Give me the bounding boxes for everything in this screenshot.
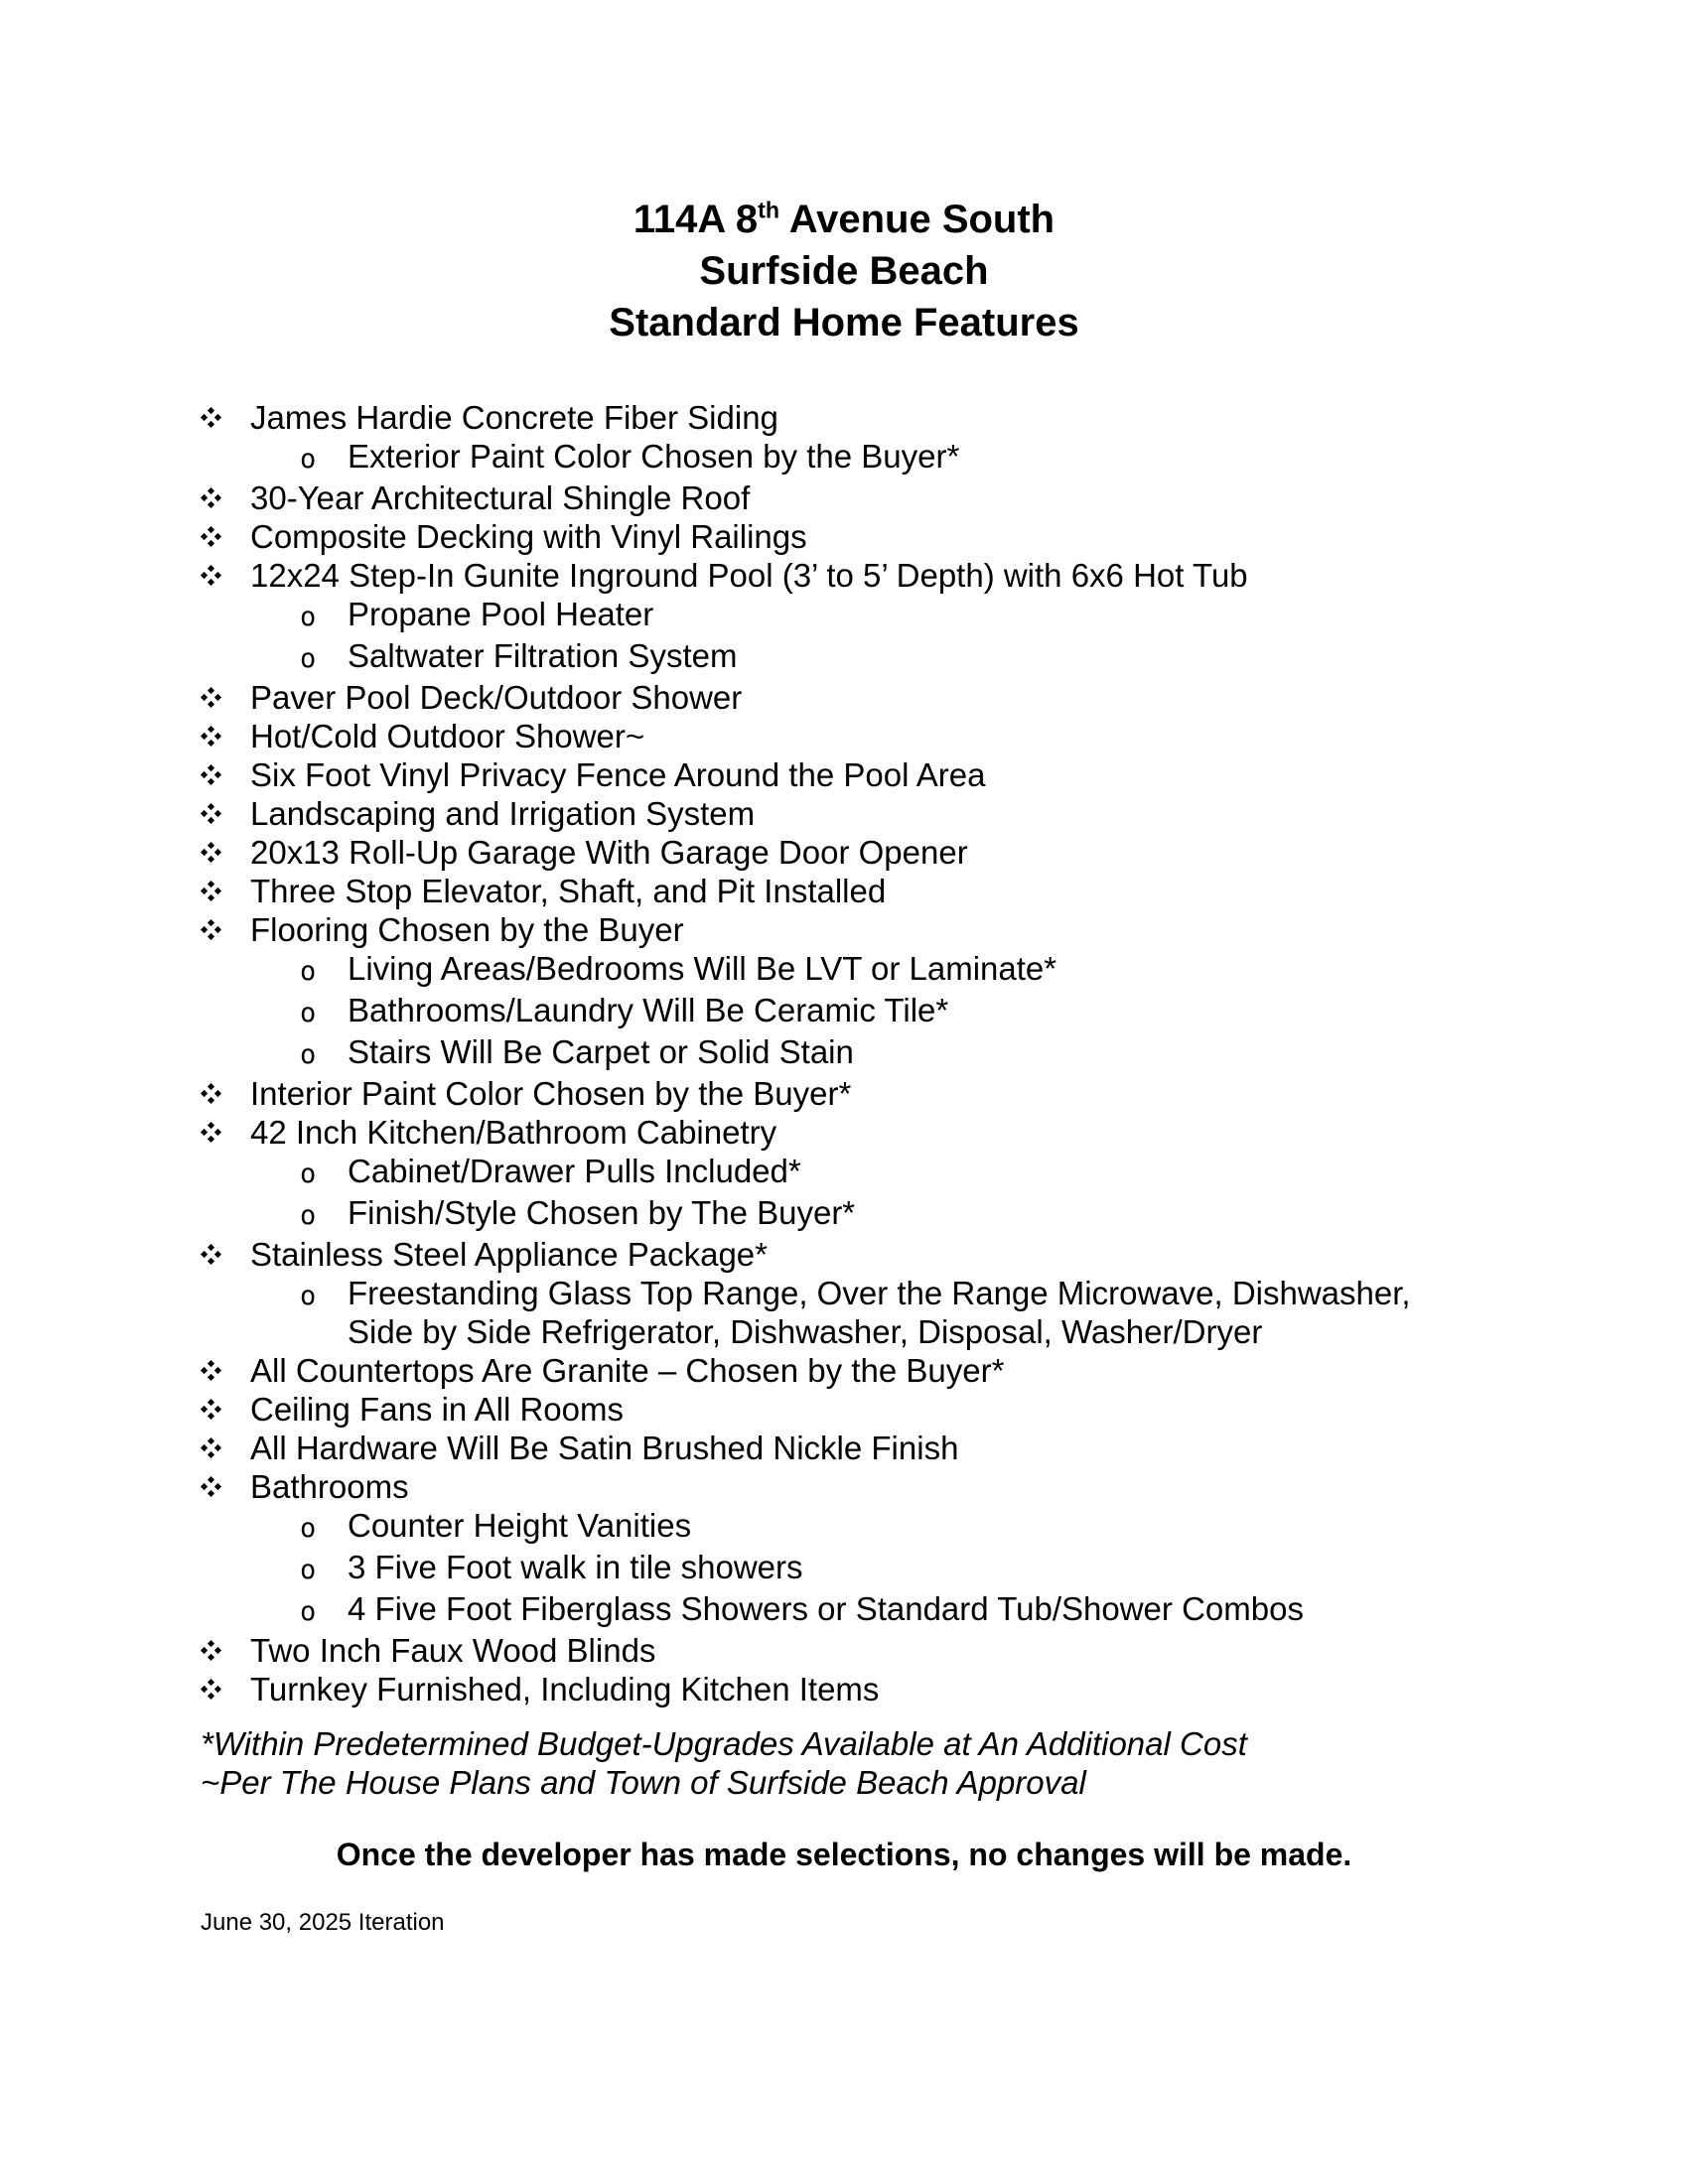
feature-label: Landscaping and Irrigation System — [250, 795, 756, 832]
footnote-budget: *Within Predetermined Budget-Upgrades Available at An Additional Cost — [201, 1725, 1247, 1762]
feature-item — [201, 1351, 1491, 1390]
feature-sublabel: Propane Pool Heater — [348, 596, 654, 632]
feature-item — [201, 1467, 1491, 1506]
feature-subitem — [300, 1032, 1491, 1074]
feature-label: Paver Pool Deck/Outdoor Shower — [250, 679, 743, 716]
feature-sublabel: Living Areas/Bedrooms Will Be LVT or Laminate* — [348, 950, 1057, 987]
feature-item — [201, 833, 1491, 872]
feature-label: Two Inch Faux Wood Blinds — [250, 1632, 656, 1669]
feature-label: Flooring Chosen by the Buyer — [250, 911, 684, 948]
diamond-bullet-icon — [201, 1467, 250, 1497]
feature-subitem — [300, 1193, 1491, 1235]
feature-sublabel: Finish/Style Chosen by The Buyer* — [348, 1194, 856, 1231]
feature-item — [201, 872, 1491, 910]
feature-item — [201, 678, 1491, 717]
feature-subitem — [300, 437, 1491, 478]
diamond-bullet-icon — [201, 755, 250, 785]
circle-bullet-icon: o — [300, 1513, 317, 1544]
feature-sublabel: 3 Five Foot walk in tile showers — [348, 1549, 803, 1585]
feature-sublabel: Exterior Paint Color Chosen by the Buyer* — [348, 438, 960, 475]
circle-bullet-icon: o — [300, 643, 317, 674]
circle-bullet-icon: o — [300, 956, 317, 987]
iteration-date: June 30, 2025 Iteration — [201, 1909, 445, 1936]
feature-label: 12x24 Step-In Gunite Inground Pool (3’ to 5’ Depth) with 6x6 Hot Tub — [250, 557, 1248, 594]
feature-sublabel: Freestanding Glass Top Range, Over the Range Microwave, Dishwasher, Side by Side Refrigerator, Dishwasher, Disposal, Washer/Dryer — [348, 1275, 1411, 1350]
feature-item — [201, 556, 1491, 595]
feature-label: Three Stop Elevator, Shaft, and Pit Installed — [250, 873, 887, 909]
diamond-bullet-icon — [201, 1429, 250, 1458]
diamond-bullet-icon — [201, 1235, 250, 1265]
feature-subitem — [300, 991, 1491, 1032]
feature-item — [201, 1670, 1491, 1708]
developer-notice: Once the developer has made selections, no changes will be made. — [336, 1837, 1352, 1872]
feature-label: All Countertops Are Granite – Chosen by the Buyer* — [250, 1352, 1005, 1389]
feature-sublabel: Saltwater Filtration System — [348, 637, 738, 674]
feature-item — [201, 517, 1491, 556]
title-line-heading: Standard Home Features — [609, 301, 1079, 344]
feature-item — [201, 1113, 1491, 1152]
title-line-address — [0, 194, 1688, 245]
diamond-bullet-icon — [201, 717, 250, 747]
diamond-bullet-icon — [201, 833, 250, 863]
feature-label: Turnkey Furnished, Including Kitchen Items — [250, 1671, 880, 1707]
circle-bullet-icon: o — [300, 1596, 317, 1627]
footnote-approval: ~Per The House Plans and Town of Surfside Beach Approval — [201, 1764, 1086, 1801]
feature-label: All Hardware Will Be Satin Brushed Nickle Finish — [250, 1430, 959, 1466]
feature-item — [201, 755, 1491, 794]
feature-item — [201, 794, 1491, 833]
diamond-bullet-icon — [201, 1113, 250, 1143]
feature-label: Ceiling Fans in All Rooms — [250, 1391, 624, 1428]
circle-bullet-icon: o — [300, 1200, 317, 1231]
title-address-pre: 114A 8 — [633, 198, 759, 241]
feature-subitem — [300, 1548, 1491, 1589]
circle-bullet-icon: o — [300, 1555, 317, 1585]
feature-item — [201, 1429, 1491, 1467]
feature-item — [201, 1074, 1491, 1113]
feature-sublabel: Cabinet/Drawer Pulls Included* — [348, 1153, 801, 1189]
document-title — [0, 0, 1688, 348]
circle-bullet-icon: o — [300, 1159, 317, 1189]
feature-label: Composite Decking with Vinyl Railings — [250, 518, 807, 555]
diamond-bullet-icon — [201, 1670, 250, 1700]
feature-item — [201, 1235, 1491, 1274]
circle-bullet-icon: o — [300, 1281, 317, 1311]
feature-subitem — [300, 949, 1491, 991]
feature-label: Hot/Cold Outdoor Shower~ — [250, 718, 645, 754]
feature-subitem — [300, 636, 1491, 678]
feature-sublabel: Bathrooms/Laundry Will Be Ceramic Tile* — [348, 992, 949, 1028]
diamond-bullet-icon — [201, 1074, 250, 1104]
feature-subitem — [300, 595, 1491, 636]
circle-bullet-icon: o — [300, 1039, 317, 1070]
feature-label: Interior Paint Color Chosen by the Buyer* — [250, 1075, 852, 1112]
diamond-bullet-icon — [201, 910, 250, 940]
diamond-bullet-icon — [201, 794, 250, 824]
diamond-bullet-icon — [201, 517, 250, 547]
feature-label: Bathrooms — [250, 1468, 409, 1505]
feature-sublabel: Counter Height Vanities — [348, 1507, 692, 1544]
feature-item — [201, 398, 1491, 437]
feature-label: 42 Inch Kitchen/Bathroom Cabinetry — [250, 1114, 777, 1151]
circle-bullet-icon: o — [300, 602, 317, 632]
feature-subitem — [300, 1589, 1491, 1631]
feature-item — [201, 910, 1491, 949]
diamond-bullet-icon — [201, 398, 250, 428]
title-address-post: Avenue South — [779, 198, 1055, 241]
title-address-ordinal: th — [758, 197, 780, 223]
feature-label: Stainless Steel Appliance Package* — [250, 1236, 769, 1273]
title-line-city: Surfside Beach — [699, 249, 989, 293]
circle-bullet-icon: o — [300, 998, 317, 1028]
feature-item — [201, 1390, 1491, 1429]
footnotes — [201, 1724, 1688, 1802]
diamond-bullet-icon — [201, 556, 250, 586]
feature-subitem — [300, 1506, 1491, 1548]
feature-sublabel: 4 Five Foot Fiberglass Showers or Standard Tub/Shower Combos — [348, 1590, 1304, 1627]
feature-item — [201, 478, 1491, 517]
feature-item — [201, 1631, 1491, 1670]
diamond-bullet-icon — [201, 1390, 250, 1420]
diamond-bullet-icon — [201, 872, 250, 901]
feature-sublabel: Stairs Will Be Carpet or Solid Stain — [348, 1033, 854, 1070]
feature-label: 20x13 Roll-Up Garage With Garage Door Opener — [250, 834, 968, 871]
feature-subitem — [300, 1152, 1491, 1193]
feature-label: Six Foot Vinyl Privacy Fence Around the Pool Area — [250, 756, 986, 793]
feature-label: 30-Year Architectural Shingle Roof — [250, 479, 751, 516]
feature-item — [201, 717, 1491, 755]
feature-label: James Hardie Concrete Fiber Siding — [250, 399, 778, 436]
diamond-bullet-icon — [201, 1631, 250, 1661]
diamond-bullet-icon — [201, 1351, 250, 1381]
diamond-bullet-icon — [201, 478, 250, 508]
circle-bullet-icon: o — [300, 444, 317, 475]
diamond-bullet-icon — [201, 678, 250, 708]
feature-subitem — [300, 1274, 1491, 1351]
feature-list — [201, 398, 1491, 1708]
